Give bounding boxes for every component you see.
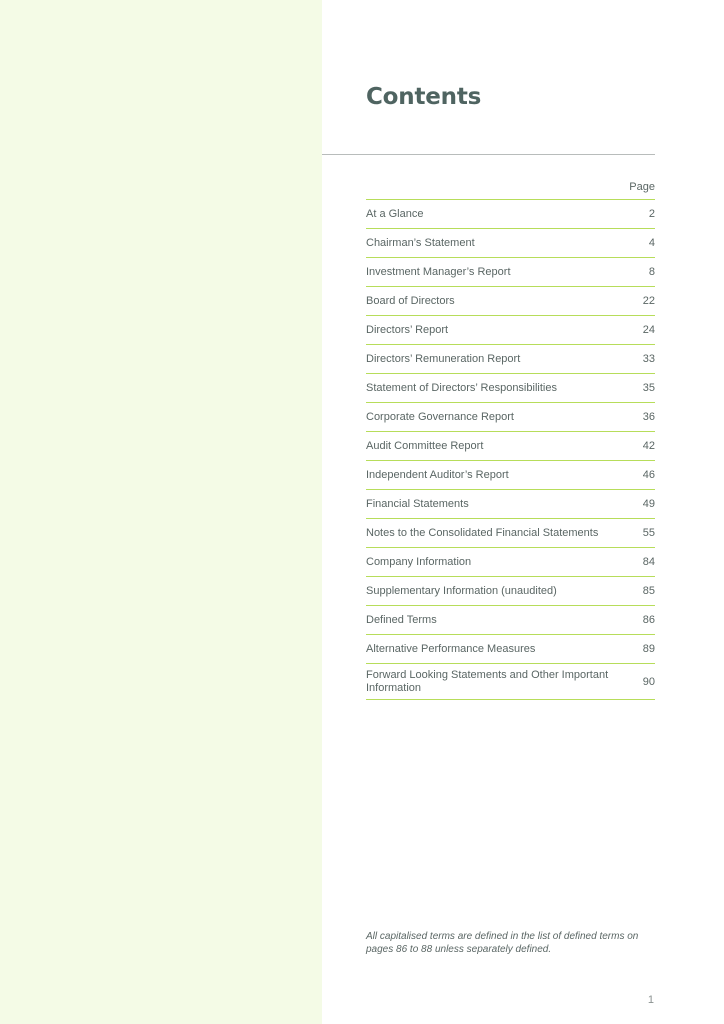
toc-entry-title: Notes to the Consolidated Financial Statements — [366, 526, 599, 539]
toc-entry[interactable] — [366, 316, 655, 345]
toc-entry-page: 35 — [642, 382, 655, 394]
toc-entry-title: Company Information — [366, 555, 472, 568]
toc-entry-page: 49 — [642, 498, 655, 510]
toc-entry-page: 33 — [642, 353, 655, 365]
toc-entry-title: Corporate Governance Report — [366, 410, 514, 423]
toc-entry-title: Independent Auditor’s Report — [366, 468, 509, 481]
toc-entry[interactable] — [366, 548, 655, 577]
toc-entry-title: Alternative Performance Measures — [366, 642, 536, 655]
toc-entry-title: Forward Looking Statements and Other Important Information — [366, 668, 609, 694]
toc-entry[interactable] — [366, 664, 655, 700]
toc-entry-page: 2 — [648, 208, 655, 220]
toc-entry-page: 89 — [642, 643, 655, 655]
page-column-header: Page — [629, 181, 655, 193]
toc-entries — [366, 200, 655, 700]
toc-entry[interactable] — [366, 229, 655, 258]
toc-entry[interactable] — [366, 577, 655, 606]
title-divider — [322, 154, 655, 155]
toc-entry[interactable] — [366, 606, 655, 635]
toc-entry-page: 86 — [642, 614, 655, 626]
toc-entry-page: 24 — [642, 324, 655, 336]
toc-entry[interactable] — [366, 519, 655, 548]
toc-entry-page: 4 — [648, 237, 655, 249]
toc-entry[interactable] — [366, 200, 655, 229]
toc-entry-page: 55 — [642, 527, 655, 539]
toc-entry[interactable] — [366, 461, 655, 490]
toc-entry-title: At a Glance — [366, 207, 424, 220]
toc-entry-title: Directors’ Remuneration Report — [366, 352, 521, 365]
toc-entry-page: 22 — [642, 295, 655, 307]
toc-entry-title: Statement of Directors’ Responsibilities — [366, 381, 557, 394]
toc-entry-page: 90 — [642, 675, 655, 688]
toc-entry[interactable] — [366, 374, 655, 403]
toc-entry-page: 85 — [642, 585, 655, 597]
toc-entry-page: 46 — [642, 469, 655, 481]
toc-entry[interactable] — [366, 635, 655, 664]
toc-entry-title: Board of Directors — [366, 294, 455, 307]
toc-entry[interactable] — [366, 432, 655, 461]
toc-entry-title: Chairman’s Statement — [366, 236, 475, 249]
toc-entry-title: Audit Committee Report — [366, 439, 484, 452]
left-color-band — [0, 0, 322, 1024]
page-number: 1 — [647, 994, 654, 1006]
toc-entry-page: 36 — [642, 411, 655, 423]
toc-entry[interactable] — [366, 287, 655, 316]
toc-entry-page: 8 — [648, 266, 655, 278]
toc-entry[interactable] — [366, 258, 655, 287]
toc-header-row — [366, 172, 655, 200]
toc-entry[interactable] — [366, 345, 655, 374]
toc-entry[interactable] — [366, 490, 655, 519]
toc-entry-title: Defined Terms — [366, 613, 437, 626]
page-title: Contents — [366, 84, 482, 110]
toc-entry[interactable] — [366, 403, 655, 432]
toc-entry-page: 84 — [642, 556, 655, 568]
toc-entry-title: Directors’ Report — [366, 323, 449, 336]
footnote: All capitalised terms are defined in the list of defined terms on pages 86 to 88 unless separately defined. — [366, 931, 639, 955]
table-of-contents — [366, 172, 655, 700]
toc-entry-title: Investment Manager’s Report — [366, 265, 511, 278]
toc-entry-title: Supplementary Information (unaudited) — [366, 584, 557, 597]
toc-entry-title: Financial Statements — [366, 497, 469, 510]
toc-entry-page: 42 — [642, 440, 655, 452]
